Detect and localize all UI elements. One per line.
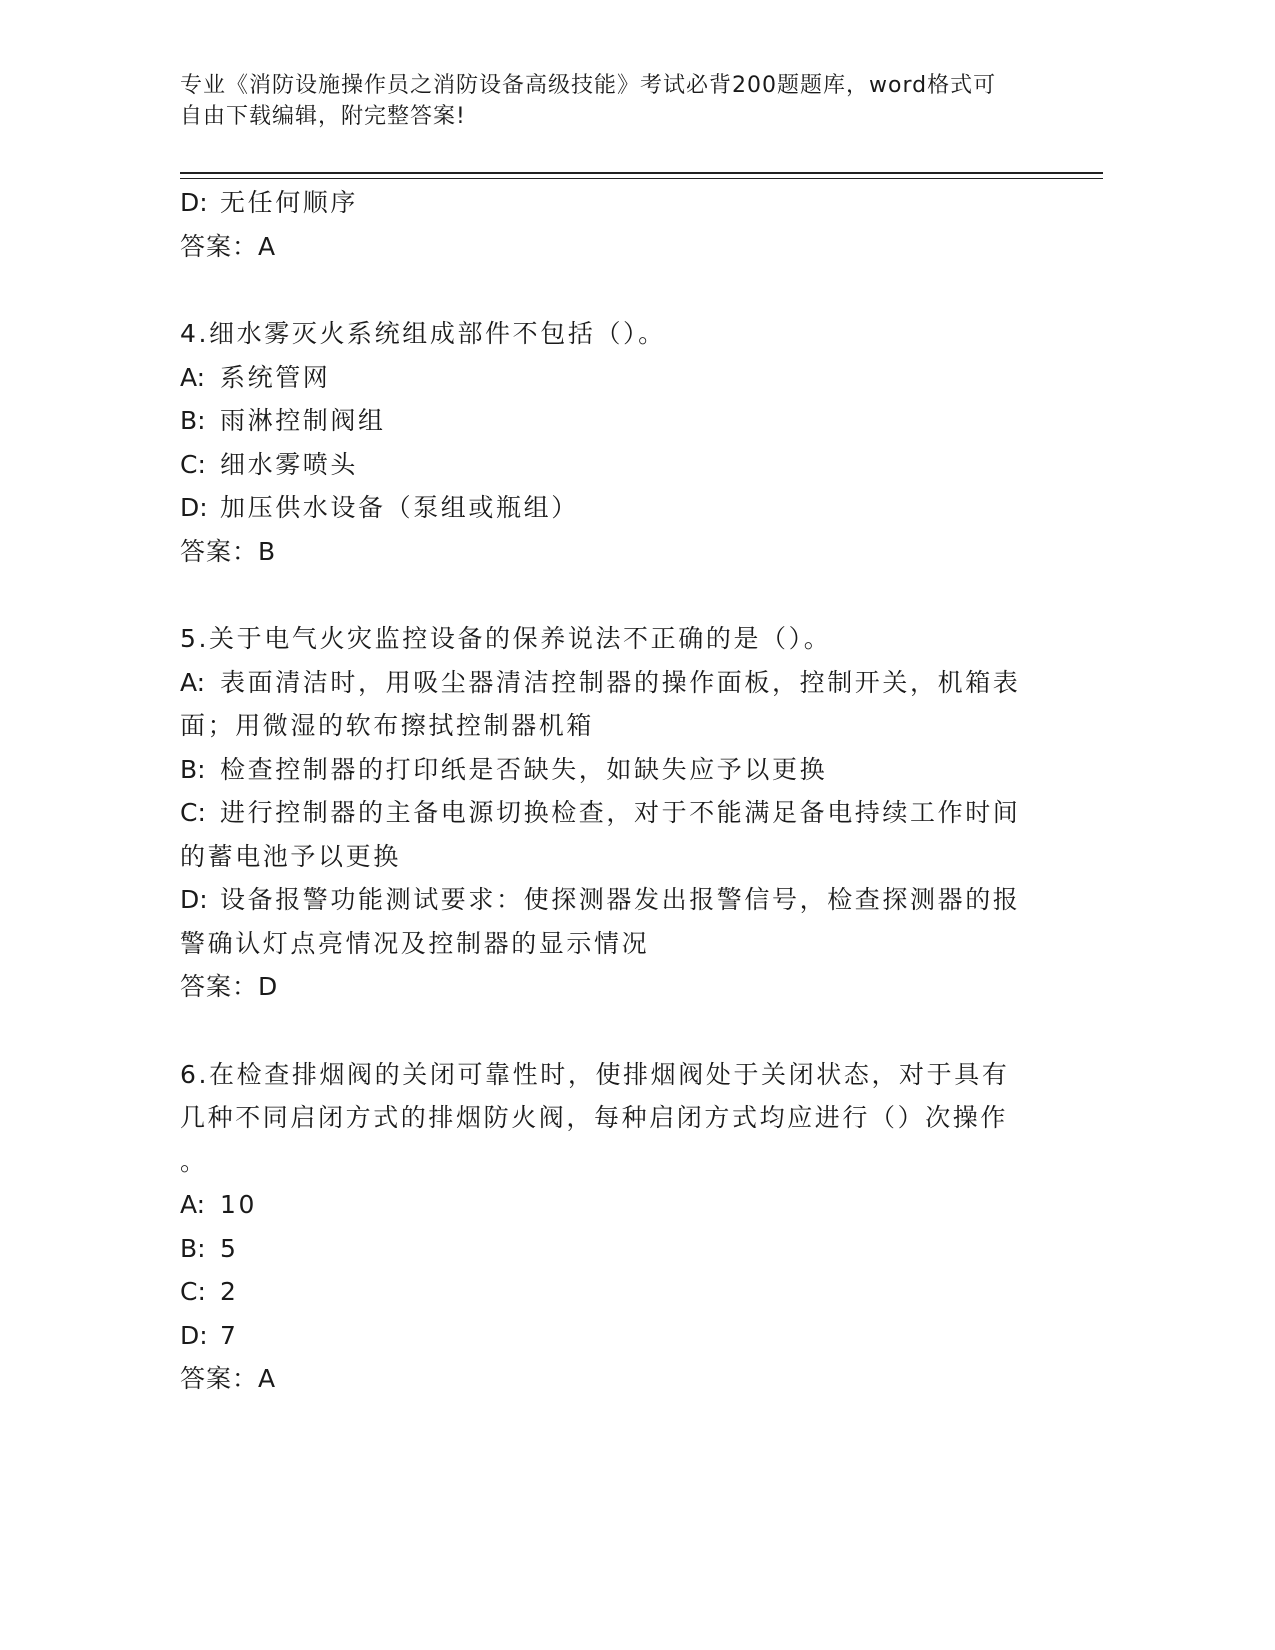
option-text: 检查控制器的打印纸是否缺失，如缺失应予以更换 bbox=[220, 754, 828, 784]
q6-answer: 答案：A bbox=[180, 1364, 277, 1393]
option-text: 加压供水设备（泵组或瓶组） bbox=[220, 493, 579, 522]
option-label: D: bbox=[180, 1320, 208, 1350]
prev-option-d bbox=[180, 181, 1040, 225]
option-label: B: bbox=[180, 406, 206, 435]
option-label: C: bbox=[180, 449, 206, 479]
option-label: D: bbox=[180, 188, 208, 217]
header-rule-thick bbox=[180, 172, 1103, 174]
q5-option-c-cont: 的蓄电池予以更换 bbox=[180, 841, 401, 871]
q4-option-d bbox=[180, 486, 1040, 530]
document-header bbox=[180, 70, 1040, 132]
q6-option-a bbox=[180, 1183, 1040, 1227]
question-content bbox=[180, 181, 1040, 1401]
option-label: D: bbox=[180, 885, 208, 914]
option-label: C: bbox=[180, 1277, 206, 1306]
q5-option-a-cont: 面；用微湿的软布擦拭控制器机箱 bbox=[180, 711, 595, 740]
option-text: 5 bbox=[220, 1233, 239, 1263]
option-label: D: bbox=[180, 493, 208, 522]
option-label: A: bbox=[180, 362, 206, 392]
option-text: 无任何顺序 bbox=[220, 188, 359, 217]
option-label: C: bbox=[180, 798, 206, 827]
option-label: B: bbox=[180, 754, 206, 784]
option-text: 表面清洁时，用吸尘器清洁控制器的操作面板，控制开关，机箱表 bbox=[220, 667, 1021, 697]
option-text: 细水雾喷头 bbox=[220, 449, 359, 479]
option-label: A: bbox=[180, 1190, 206, 1219]
option-text: 7 bbox=[220, 1320, 239, 1350]
option-label: B: bbox=[180, 1233, 206, 1263]
q6-option-d bbox=[180, 1314, 1040, 1358]
option-text: 系统管网 bbox=[220, 362, 331, 392]
header-line-1: 专业《消防设施操作员之消防设备高级技能》考试必背200题题库，word格式可 bbox=[180, 73, 997, 98]
q6-option-c bbox=[180, 1270, 1040, 1314]
q5-option-d-cont: 警确认灯点亮情况及控制器的显示情况 bbox=[180, 928, 650, 958]
option-text: 2 bbox=[220, 1277, 239, 1306]
q6-stem-line-2: 几种不同启闭方式的排烟防火阀，每种启闭方式均应进行（）次操作 bbox=[180, 1103, 1009, 1132]
option-text: 雨淋控制阀组 bbox=[220, 406, 386, 435]
prev-answer: 答案：A bbox=[180, 231, 277, 261]
header-rule-thin bbox=[180, 178, 1103, 179]
q4-option-c bbox=[180, 443, 1040, 487]
q5-option-a bbox=[180, 661, 1040, 705]
q4-answer: 答案：B bbox=[180, 536, 277, 566]
option-text: 进行控制器的主备电源切换检查，对于不能满足备电持续工作时间 bbox=[220, 798, 1021, 827]
option-text: 10 bbox=[220, 1190, 258, 1219]
q5-option-c bbox=[180, 791, 1040, 835]
q5-stem: 5.关于电气火灾监控设备的保养说法不正确的是（）。 bbox=[180, 624, 832, 653]
header-line-2: 自由下载编辑，附完整答案! bbox=[180, 104, 466, 129]
q6-option-b bbox=[180, 1227, 1040, 1271]
q4-option-a bbox=[180, 356, 1040, 400]
q4-option-b bbox=[180, 399, 1040, 443]
q5-answer: 答案：D bbox=[180, 972, 279, 1001]
q6-stem-line-3: 。 bbox=[180, 1146, 206, 1176]
option-text: 设备报警功能测试要求：使探测器发出报警信号，检查探测器的报 bbox=[220, 885, 1021, 914]
q5-option-d bbox=[180, 878, 1040, 922]
q6-stem-line-1: 6.在检查排烟阀的关闭可靠性时，使排烟阀处于关闭状态，对于具有 bbox=[180, 1059, 1010, 1089]
option-label: A: bbox=[180, 667, 206, 697]
q4-stem: 4.细水雾灭火系统组成部件不包括（）。 bbox=[180, 319, 666, 348]
q5-option-b bbox=[180, 748, 1040, 792]
